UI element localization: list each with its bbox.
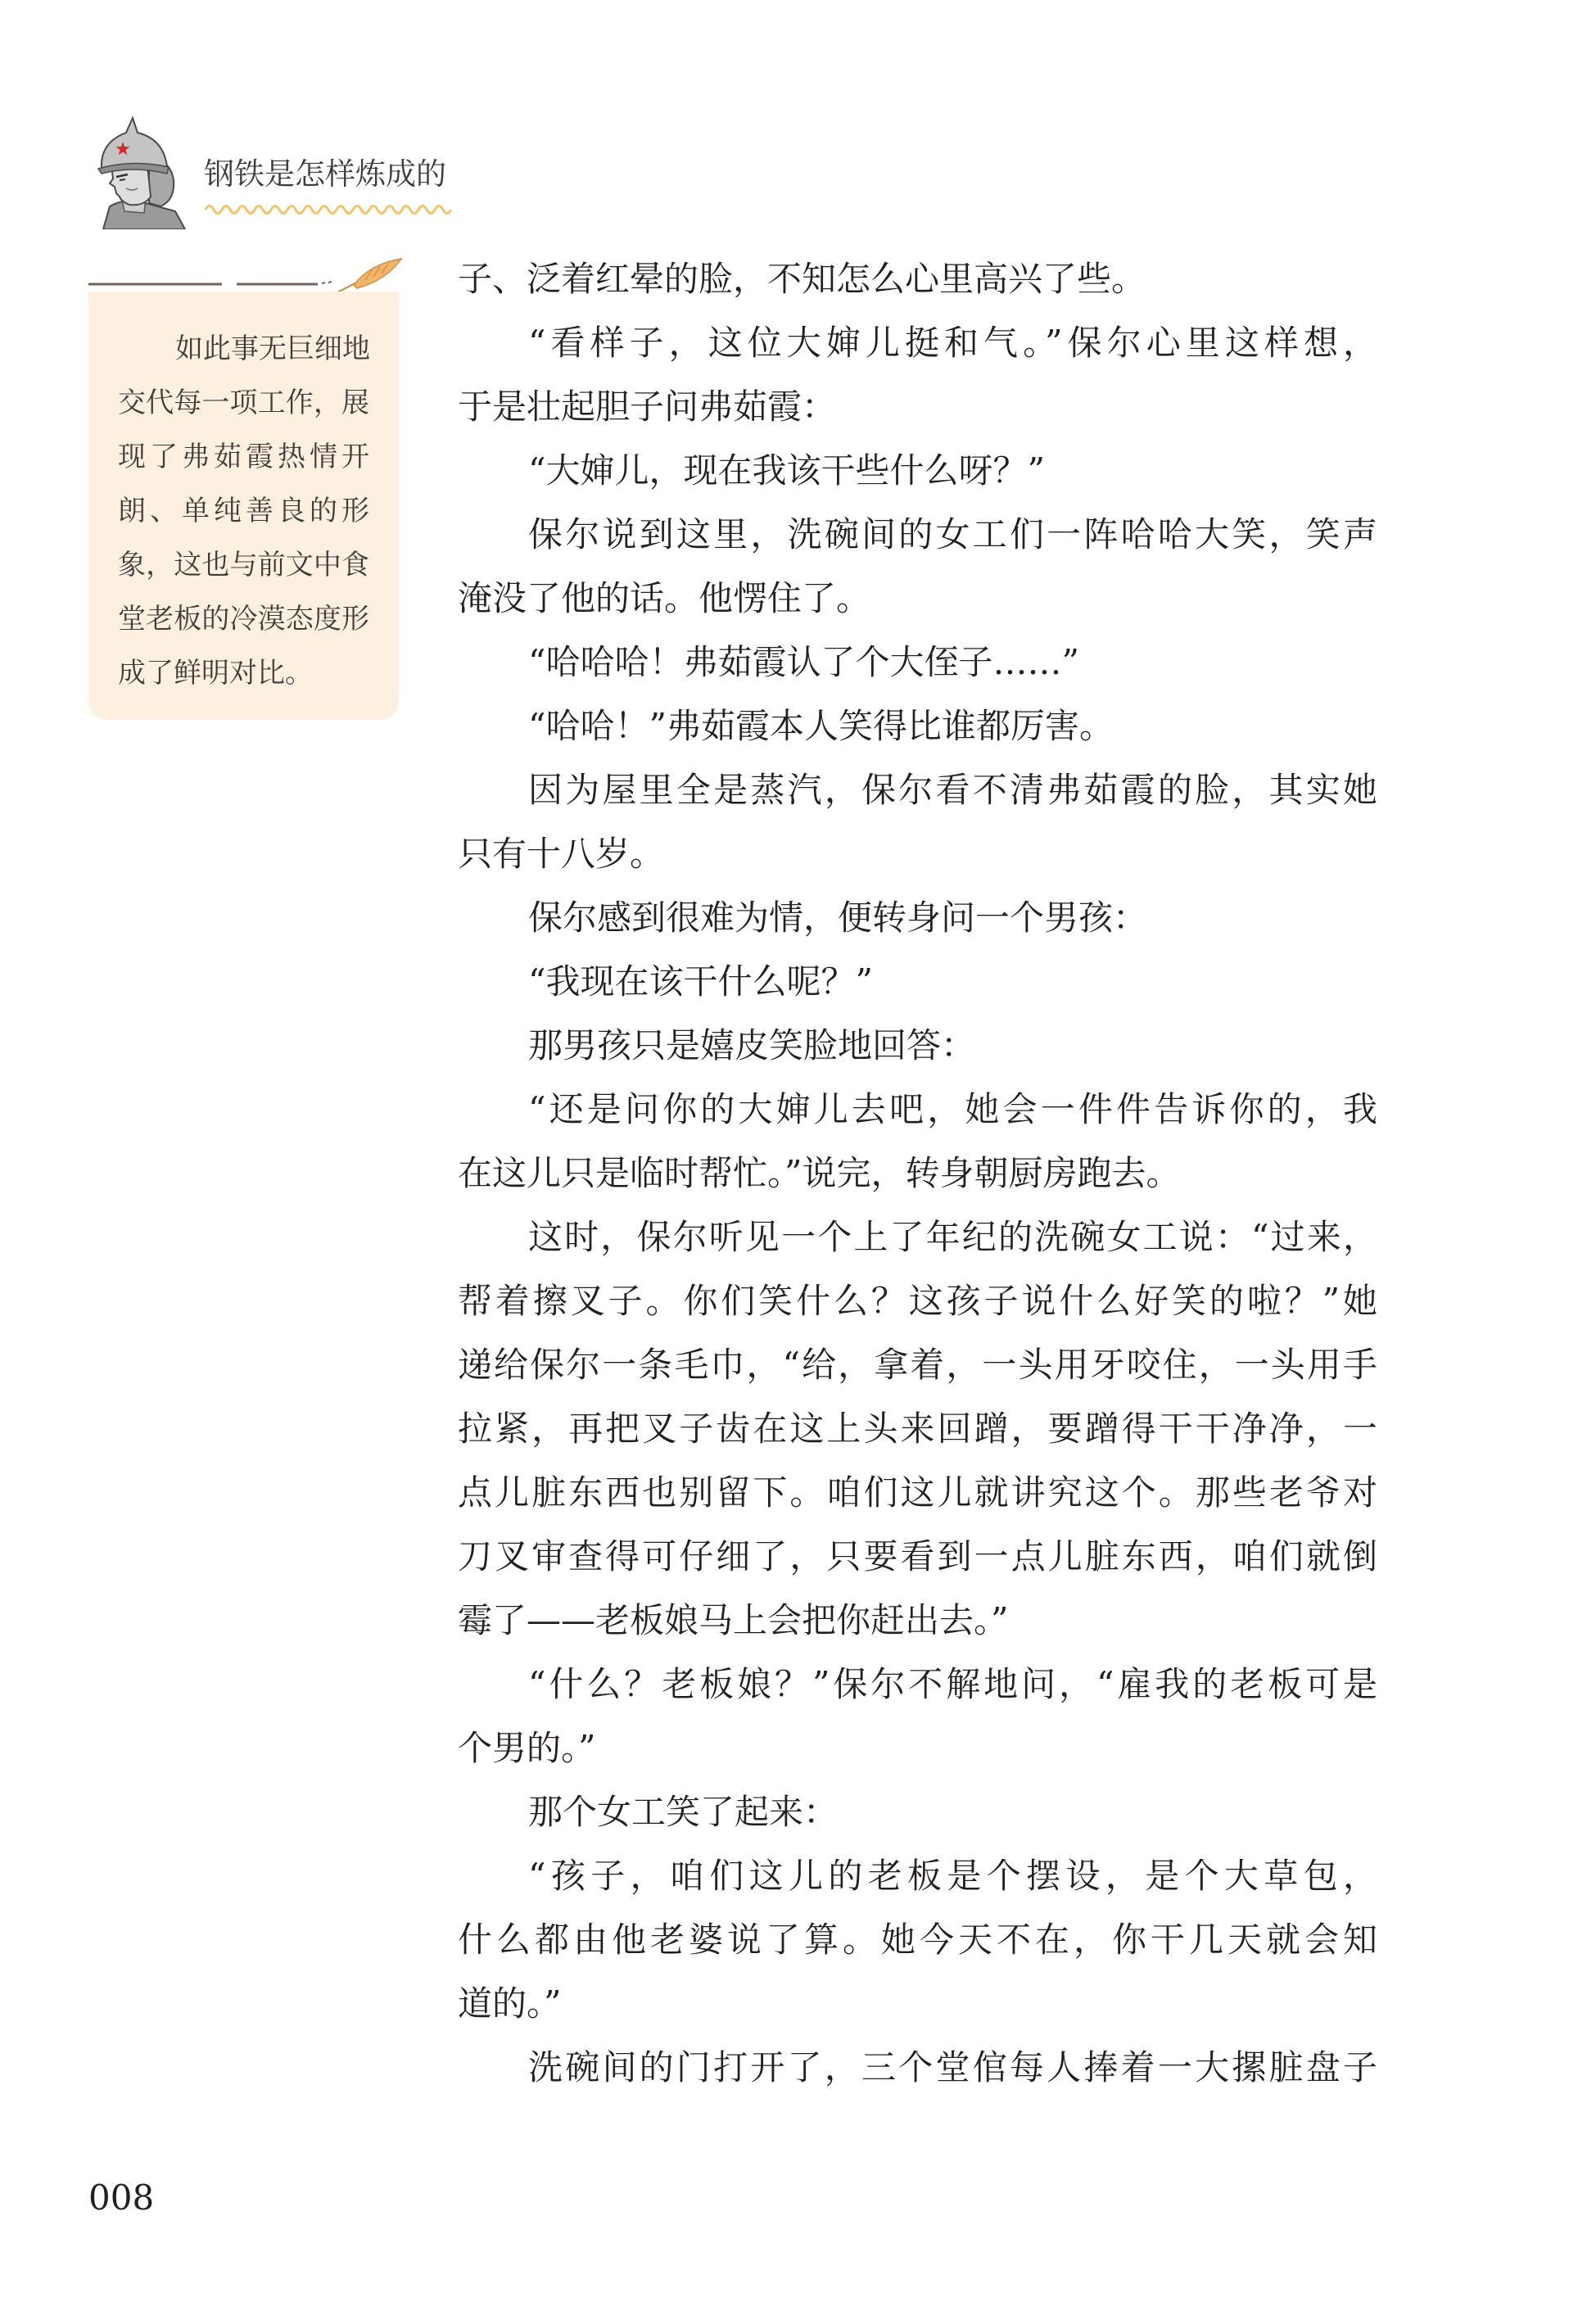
text-line: 在这儿只是临时帮忙。”说完，转身朝厨房跑去。 <box>458 1153 1181 1193</box>
sidebar-note <box>88 292 399 720</box>
paragraph <box>458 311 1377 439</box>
note-divider-rule <box>88 278 334 290</box>
page-number: 008 <box>88 2178 155 2218</box>
paragraph <box>458 2036 1377 2100</box>
text-line: 递给保尔一条毛巾，“给，拿着，一头用牙咬住，一头用手 <box>458 1345 1377 1385</box>
soldier-portrait-icon <box>79 115 189 229</box>
note-line: 交代每一项工作，展 <box>118 387 369 419</box>
paragraph <box>458 694 1377 758</box>
title-wave-decoration <box>204 200 453 219</box>
text-line: 保尔感到很难为情，便转身问一个男孩： <box>528 898 1148 938</box>
text-line: 只有十八岁。 <box>458 834 665 874</box>
paragraph <box>458 1653 1377 1780</box>
text-line: 帮着擦叉子。你们笑什么？这孩子说什么好笑的啦？”她 <box>458 1281 1377 1321</box>
text-line: 子、泛着红晕的脸，不知怎么心里高兴了些。 <box>458 259 1146 299</box>
text-line: 那男孩只是嬉皮笑脸地回答： <box>528 1025 976 1065</box>
paragraph <box>458 1844 1377 2036</box>
text-line: 个男的。” <box>458 1728 596 1768</box>
text-line: “我现在该干什么呢？” <box>528 961 873 1002</box>
paragraph <box>458 1078 1377 1205</box>
text-line: 什么都由他老婆说了算。她今天不在，你干几天就会知 <box>458 1920 1377 1960</box>
note-line: 堂老板的冷漠态度形 <box>118 603 369 635</box>
paragraph <box>458 1205 1377 1653</box>
book-title: 钢铁是怎样炼成的 <box>204 156 446 192</box>
text-line: 因为屋里全是蒸汽，保尔看不清弗茹霞的脸，其实她 <box>528 770 1377 810</box>
text-line: “大婶儿，现在我该干些什么呀？” <box>528 450 1045 491</box>
note-line: 朗、单纯善良的形 <box>118 495 369 527</box>
paragraph <box>458 758 1377 886</box>
text-line: 道的。” <box>458 1983 562 2024</box>
text-line: 保尔说到这里，洗碗间的女工们一阵哈哈大笑，笑声 <box>528 514 1377 554</box>
text-line: “哈哈哈！弗茹霞认了个大侄子……” <box>528 642 1079 682</box>
note-line: 成了鲜明对比。 <box>118 657 313 690</box>
text-line: 于是壮起胆子问弗茹霞： <box>458 387 837 427</box>
text-line: 这时，保尔听见一个上了年纪的洗碗女工说：“过来， <box>528 1217 1377 1257</box>
paragraph <box>458 631 1377 694</box>
text-line: “哈哈！”弗茹霞本人笑得比谁都厉害。 <box>528 706 1114 746</box>
paragraph <box>458 950 1377 1014</box>
text-line: 点儿脏东西也别留下。咱们这儿就讲究这个。那些老爷对 <box>458 1472 1377 1513</box>
text-line: “孩子，咱们这儿的老板是个摆设，是个大草包， <box>528 1856 1377 1896</box>
text-line: 淹没了他的话。他愣住了。 <box>458 578 871 618</box>
paragraph <box>458 503 1377 631</box>
note-line: 象，这也与前文中食 <box>118 549 369 581</box>
paragraph <box>458 247 1377 311</box>
note-line: 如此事无巨细地 <box>175 332 370 365</box>
paragraph <box>458 439 1377 503</box>
text-line: 拉紧，再把叉子齿在这上头来回蹭，要蹭得干干净净，一 <box>458 1409 1377 1449</box>
text-line: 霉了——老板娘马上会把你赶出去。” <box>458 1600 1009 1640</box>
text-line: 那个女工笑了起来： <box>528 1792 839 1832</box>
text-line: “什么？老板娘？”保尔不解地问，“雇我的老板可是 <box>528 1664 1377 1704</box>
text-line: “还是问你的大婶儿去吧，她会一件件告诉你的，我 <box>528 1089 1377 1129</box>
paragraph <box>458 886 1377 950</box>
main-text <box>458 247 1377 2100</box>
paragraph <box>458 1780 1377 1844</box>
text-line: 刀叉审查得可仔细了，只要看到一点儿脏东西，咱们就倒 <box>458 1536 1377 1576</box>
text-line: “看样子，这位大婶儿挺和气。”保尔心里这样想， <box>528 323 1377 363</box>
paragraph <box>458 1014 1377 1078</box>
text-line: 洗碗间的门打开了，三个堂倌每人捧着一大摞脏盘子 <box>528 2047 1377 2087</box>
note-line: 现了弗茹霞热情开 <box>118 441 369 473</box>
